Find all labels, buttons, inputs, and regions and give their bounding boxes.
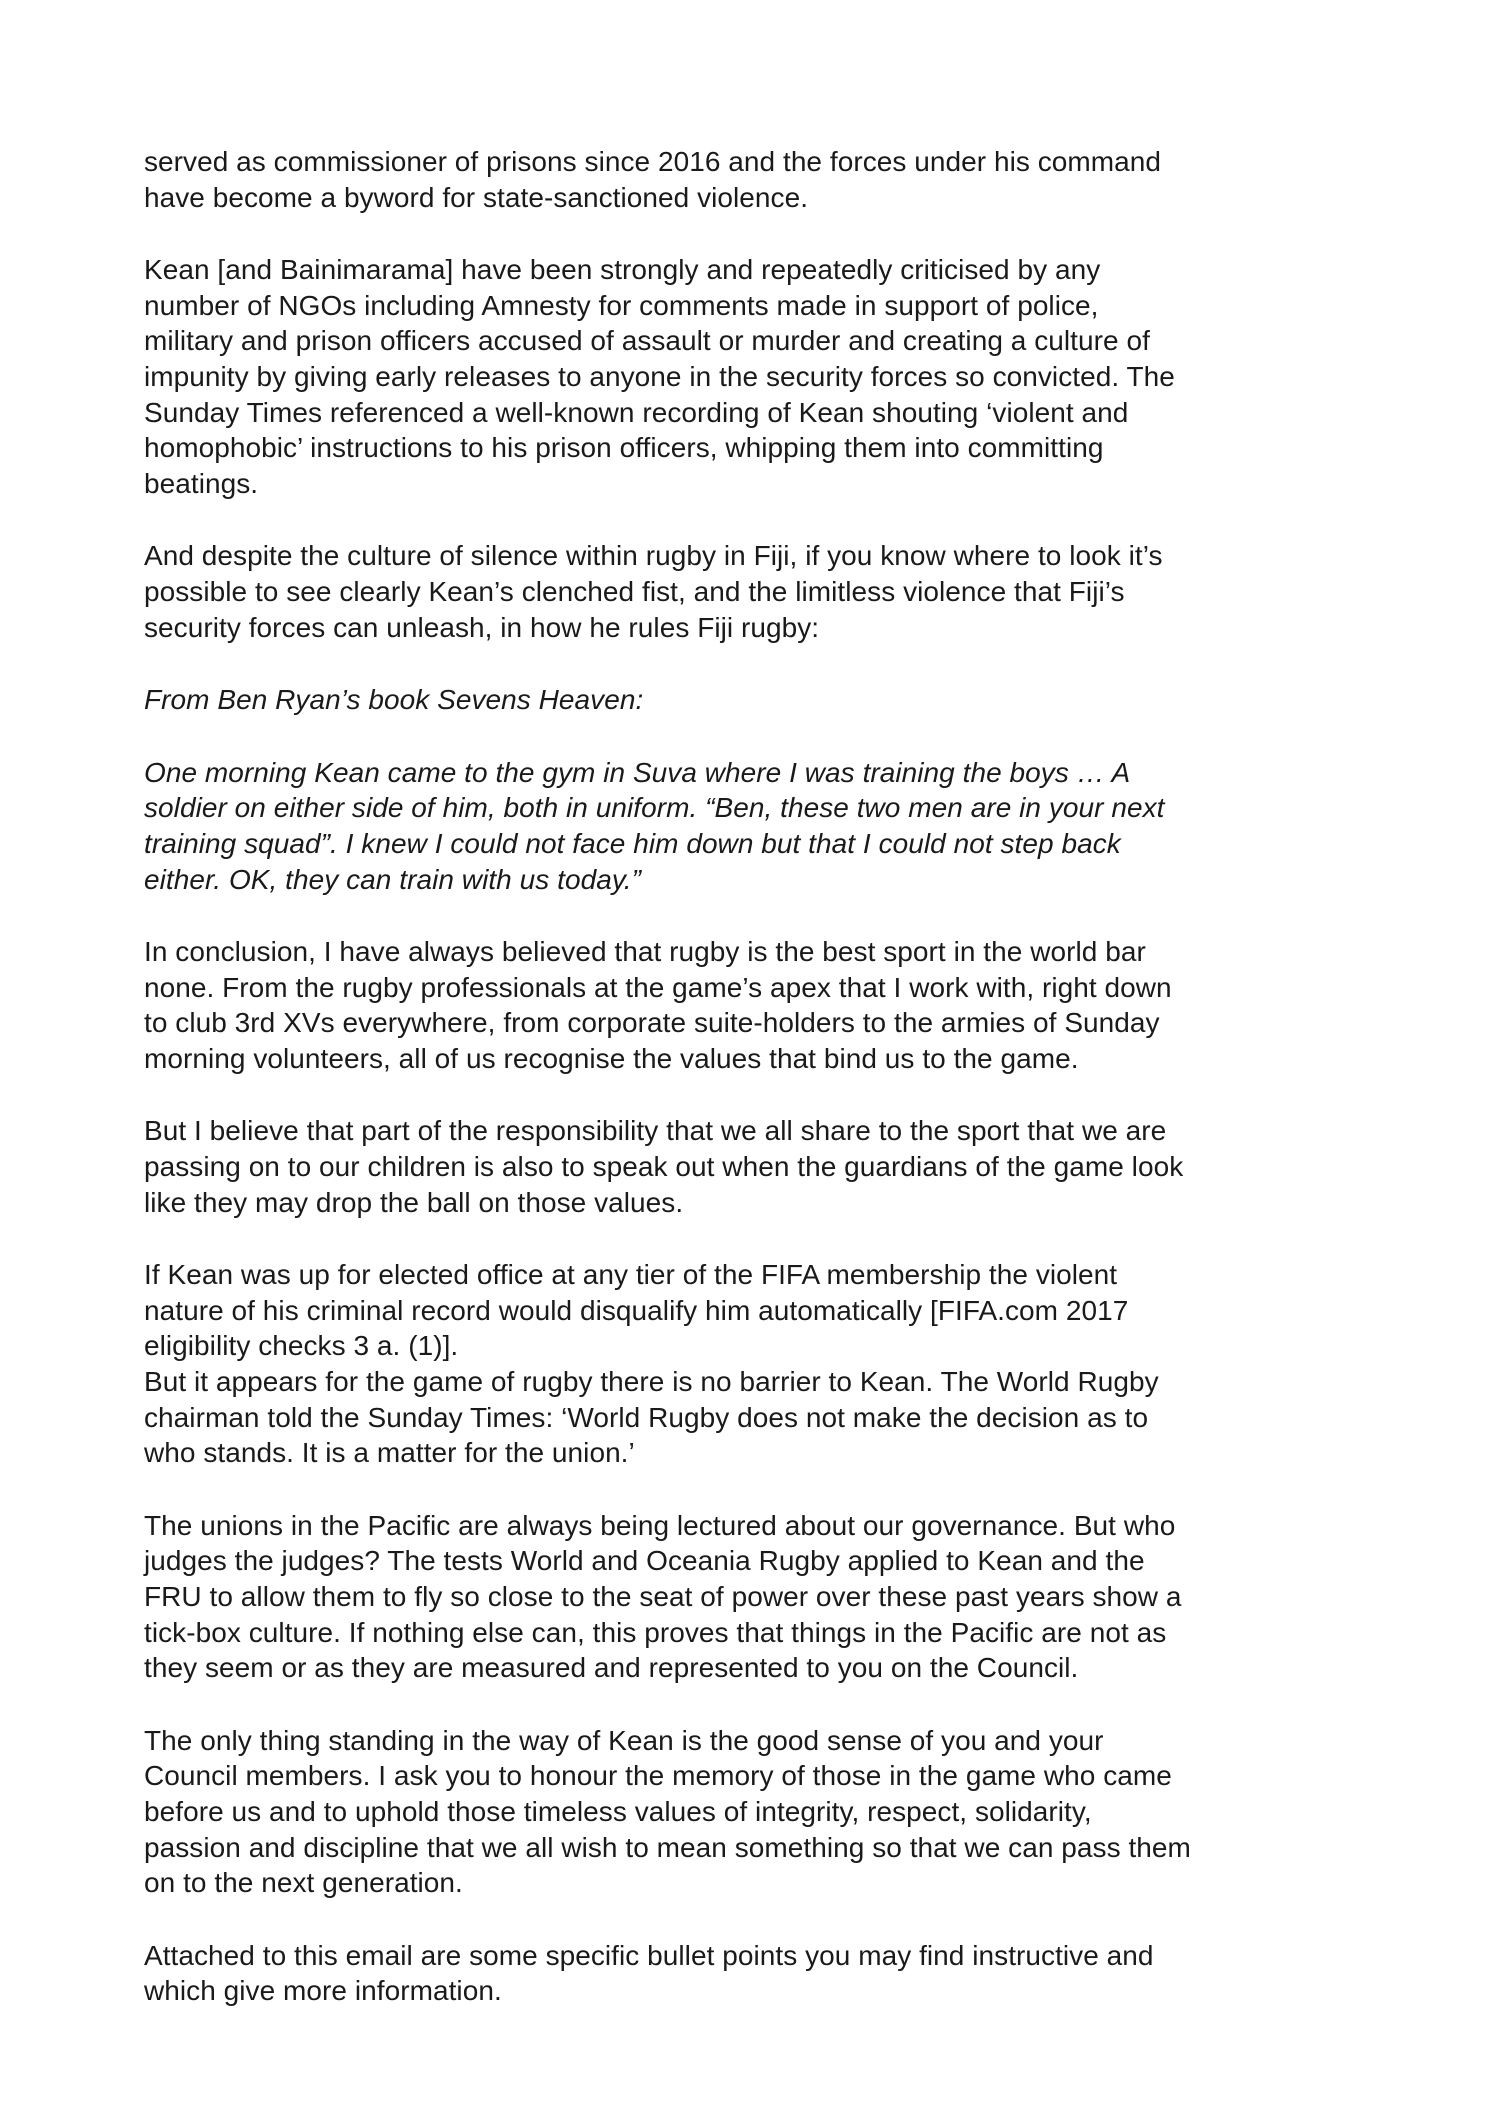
letter-body: [144, 144, 1344, 2046]
paragraph-responsibility: But I believe that part of the responsibility that we all share to the sport that we are passing on to our children is also to speak out when the guardians of the game look like they may drop the ball on those values.: [144, 1115, 1184, 1218]
paragraph-council-appeal: The only thing standing in the way of Kean is the good sense of you and your Council members. I ask you to honour the memory of those in the game who came before us and to uphold those timeless values of integrity, respect, solidarity, passion and discipline that we all wish to mean something so that we can pass them on to the next generation.: [144, 1724, 1191, 1899]
paragraph-pacific-governance: The unions in the Pacific are always being lectured about our governance. But who judges the judges? The tests World and Oceania Rugby applied to Kean and the FRU to allow them to fly so close to the seat of power over these past years show a tick-box culture. If nothing else can, this proves that things in the Pacific are not as they seem or as they are measured and represented to you on the Council.: [144, 1509, 1182, 1684]
paragraph-fifa-comparison: If Kean was up for elected office at any tier of the FIFA membership the violent nature of his criminal record would disqualify him automatically [FIFA.com 2017 eligibility checks 3 a. (1)].: [144, 1259, 1129, 1362]
paragraph-ngo-criticism: Kean [and Bainimarama] have been strongly and repeatedly criticised by any number of NGOs including Amnesty for comments made in support of police, military and prison officers accused of assault or murder and creating a culture of impunity by giving early releases to anyone in the security forces so convicted. The Sunday Times referenced a well-known recording of Kean shouting ‘violent and homophobic’ instructions to his prison officers, whipping them into committing beatings.: [144, 254, 1175, 499]
paragraph-world-rugby-response: But it appears for the game of rugby there is no barrier to Kean. The World Rugby chairman told the Sunday Times: ‘World Rugby does not make the decision as to who stands. It is a matter for the union.’: [144, 1366, 1159, 1469]
paragraph-attachment-note: Attached to this email are some specific bullet points you may find instructive and which give more information.: [144, 1939, 1154, 2007]
quote-excerpt: One morning Kean came to the gym in Suva where I was training the boys … A soldier on either side of him, both in uniform. “Ben, these two men are in your next training squad”. I knew I could not face him down but that I could not step back either. OK, they can train with us today.”: [144, 756, 1165, 895]
paragraph-conclusion: In conclusion, I have always believed that rugby is the best sport in the world bar none. From the rugby professionals at the game’s apex that I work with, right down to club 3rd XVs everywhere, from corporate suite-holders to the armies of Sunday morning volunteers, all of us recognise the values that bind us to the game.: [144, 936, 1172, 1074]
paragraph-culture-of-silence: And despite the culture of silence within rugby in Fiji, if you know where to look it’s possible to see clearly Kean’s clenched fist, and the limitless violence that Fiji’s security forces can unleash, in how he rules Fiji rugby:: [144, 540, 1163, 643]
quote-source: From Ben Ryan’s book Sevens Heaven:: [144, 684, 644, 716]
paragraph-prisons-commissioner: served as commissioner of prisons since 2016 and the forces under his command have become a byword for state-sanctioned violence.: [144, 146, 1162, 213]
